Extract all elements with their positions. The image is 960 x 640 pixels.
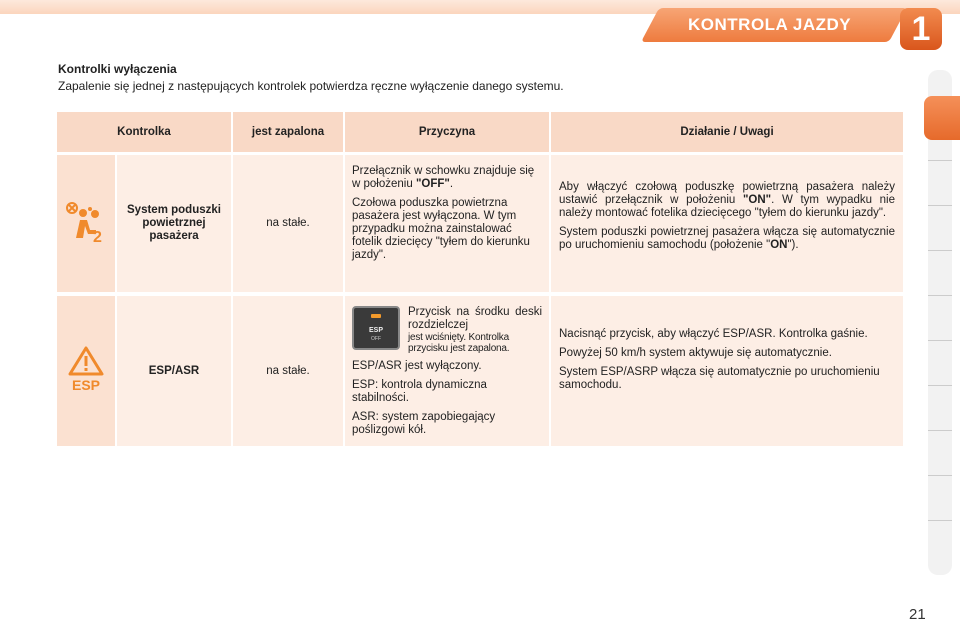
esp-action (551, 296, 903, 446)
esp-off-button-image (352, 306, 400, 350)
svg-text:ESP: ESP (71, 377, 101, 393)
header-action: Działanie / Uwagi (551, 112, 903, 152)
chapter-number-badge: 1 (900, 8, 942, 50)
header-cause: Przyczyna (345, 112, 549, 152)
esp-warning-icon (66, 345, 106, 397)
chapter-sidebar (928, 70, 952, 575)
esp-cause-esp-def: ESP: kontrola dynamiczna stabilności. (352, 379, 487, 404)
esp-action-speed: Powyżej 50 km/h system aktywuje się automatycznie. (559, 347, 832, 359)
airbag-cause-switch-text: Przełącznik w schowku znajduje się w położeniu (352, 165, 535, 190)
active-chapter-tab[interactable] (924, 96, 960, 140)
esp-cause-asr-def: ASR: system zapobiegający poślizgowi kół. (352, 411, 496, 436)
airbag-cause-punct: . (449, 178, 454, 190)
header-kontrolka: Kontrolka (57, 112, 231, 152)
esp-cause-off: ESP/ASR jest wyłączony. (352, 360, 482, 372)
header-lit: jest zapalona (233, 112, 343, 152)
airbag-action-auto-on: ON (770, 239, 788, 251)
airbag-icon-cell (57, 155, 115, 292)
esp-action-press: Nacisnąć przycisk, aby włączyć ESP/ASR. Kontrolka gaśnie. (559, 328, 868, 340)
esp-cause-button-small: jest wciśnięty. Kontrolka przycisku jest zapalona. (408, 332, 510, 354)
airbag-off-icon (64, 200, 108, 248)
esp-button-label: ESP (368, 327, 383, 334)
page-header (0, 0, 960, 56)
svg-text:2: 2 (93, 228, 102, 244)
airbag-action-auto-text: System poduszki powietrznej pasażera włącza się automatycznie po uruchomieniu samochodu (położenie " (559, 226, 895, 251)
esp-icon-cell (57, 296, 115, 446)
airbag-action-warning: . W tym wypadku nie należy montować fotelika dziecięcego "tyłem do kierunku jazdy". (559, 194, 895, 219)
esp-system-name: ESP/ASR (117, 296, 231, 446)
airbag-action-text: Aby włączyć czołową poduszkę powietrzną pasażera należy ustawić przełącznik w położeniu (559, 181, 895, 206)
esp-cause-button-text: Przycisk na środku deski rozdzielczej (408, 306, 542, 331)
airbag-cause-off-value: "OFF" (415, 178, 450, 190)
airbag-action-on-value: "ON" (742, 194, 772, 206)
esp-button-sublabel: OFF (371, 336, 381, 342)
airbag-cause-detail: Czołowa poduszka powietrzna pasażera jest wyłączona. W tym przypadku można zainstalować fotelik dziecięcy "tyłem do kierunku jazdy". (352, 197, 530, 261)
chapter-title: KONTROLA JAZDY (688, 15, 852, 34)
section-title: Kontrolki wyłączenia (58, 62, 177, 76)
airbag-action-auto-end: "). (787, 239, 799, 251)
airbag-cause (345, 155, 549, 292)
esp-action-auto: System ESP/ASRP włącza się automatycznie po uruchomieniu samochodu. (559, 366, 880, 391)
airbag-system-name: System poduszki powietrznej pasażera (117, 155, 231, 292)
page-number: 21 (909, 606, 926, 623)
esp-lit-state: na stałe. (233, 296, 343, 446)
airbag-action (551, 155, 903, 292)
section-intro: Zapalenie się jednej z następujących kontrolek potwierdza ręczne wyłączenie danego systemu. (58, 79, 564, 93)
esp-cause (345, 296, 549, 446)
airbag-lit-state: na stałe. (233, 155, 343, 292)
